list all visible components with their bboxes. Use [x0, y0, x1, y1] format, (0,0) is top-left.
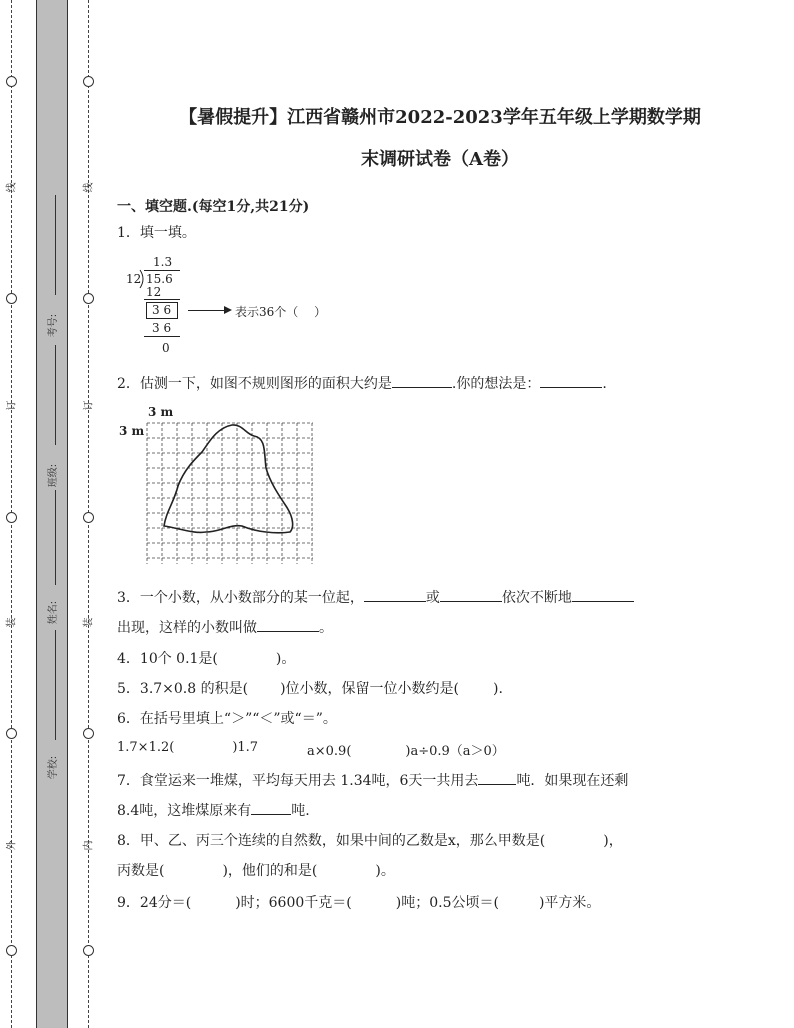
q9-text-b: )时；6600千克＝(	[235, 895, 352, 911]
binding-hole	[83, 512, 94, 523]
step-line	[144, 299, 180, 300]
school-field[interactable]	[55, 630, 56, 740]
outer-label-ding: 订	[6, 400, 18, 411]
q9-text-a: 9．24分＝(	[117, 895, 192, 911]
question-6-left	[117, 740, 258, 755]
binding-strip	[36, 0, 68, 1028]
grid-label-left: 3 m	[119, 424, 145, 438]
inner-label-xian: 线	[83, 182, 95, 193]
subtract-step2: 3 6	[152, 321, 172, 335]
grid-label-top: 3 m	[148, 405, 174, 419]
q7-text-a: 7．食堂运来一堆煤，平均每天用去 1.34吨，6天一共用去	[117, 773, 479, 789]
question-3-line2	[117, 617, 333, 637]
q3-text-b: 或	[425, 590, 440, 606]
paper-title-line2: 末调研试卷（A卷）	[361, 149, 519, 170]
q3-blank-1[interactable]	[364, 587, 426, 602]
question-7-line2	[117, 800, 310, 820]
arrow-shaft	[188, 310, 224, 311]
section-heading: 一、填空题.(每空1分,共21分)	[117, 199, 310, 215]
question-6-right	[307, 740, 505, 759]
question-8-line1	[117, 830, 623, 850]
q6-left-b: )1.7	[232, 740, 259, 755]
q3-text-d: 出现，这样的小数叫做	[117, 620, 257, 636]
inner-label-ding: 订	[83, 400, 95, 411]
arrow-icon	[224, 306, 232, 314]
q8-text-d: )，他们的和是(	[222, 863, 318, 879]
q2-area-blank[interactable]	[392, 373, 452, 388]
name-field[interactable]	[55, 490, 56, 585]
binding-hole	[6, 945, 17, 956]
binding-hole	[6, 512, 17, 523]
q3-blank-2[interactable]	[440, 587, 502, 602]
binding-hole	[83, 293, 94, 304]
q2-method-blank[interactable]	[540, 373, 602, 388]
q7-text-b: 吨．如果现在还剩	[516, 773, 629, 789]
divisor: 12	[126, 272, 142, 286]
question-3-line1	[117, 587, 634, 607]
q8-text-e: )。	[375, 863, 395, 879]
q6-right-b: )a÷0.9（a＞0）	[405, 744, 505, 759]
remainder: 0	[162, 341, 170, 355]
q5-text-a: 5．3.7×0.8 的积是(	[117, 681, 249, 697]
quotient: 1.3	[153, 255, 173, 269]
q8-text-a: 8．甲、乙、丙三个连续的自然数，如果中间的乙数是x，那么甲数是(	[117, 833, 546, 849]
division-bar	[144, 270, 180, 271]
q5-text-b: )位小数，保留一位小数约是(	[280, 681, 460, 697]
binding-hole	[83, 728, 94, 739]
irregular-shape	[164, 425, 293, 533]
q3-text-e: 。	[319, 620, 333, 636]
question-9	[117, 892, 600, 912]
step-line	[144, 336, 180, 337]
q7-blank-2[interactable]	[251, 800, 291, 815]
inner-label-nei: 内	[83, 840, 95, 851]
outer-label-zhuang: 装	[6, 617, 18, 628]
binding-hole	[6, 293, 17, 304]
school-label: 学校:	[48, 755, 60, 780]
q3-blank-3[interactable]	[572, 587, 634, 602]
q9-text-d: )平方米。	[538, 895, 601, 911]
class-label: 班级:	[48, 463, 60, 488]
long-division	[126, 255, 366, 365]
q3-text-c: 依次不断地	[501, 590, 572, 606]
exam-number-field[interactable]	[55, 195, 56, 295]
question-7-line1	[117, 770, 628, 790]
q7-text-d: 吨.	[291, 803, 310, 819]
exam-number-label: 考号:	[48, 313, 60, 338]
q2-suffix: .	[602, 376, 607, 392]
question-6: 6．在括号里填上“＞”“＜”或“＝”。	[117, 711, 337, 727]
question-4	[117, 648, 295, 668]
q3-text-a: 3．一个小数，从小数部分的某一位起，	[117, 590, 364, 606]
q6-left-a: 1.7×1.2(	[117, 740, 175, 755]
q2-middle: .你的想法是：	[451, 376, 541, 392]
outer-label-wai: 外	[6, 840, 18, 851]
question-1: 1．填一填。	[117, 225, 196, 241]
question-2	[117, 373, 607, 393]
inner-label-zhuang: 装	[83, 617, 95, 628]
q7-text-c: 8.4吨，这堆煤原来有	[117, 803, 252, 819]
name-label: 姓名:	[48, 600, 60, 625]
q8-text-b: )，	[603, 833, 623, 849]
q9-text-c: )吨；0.5公顷＝(	[395, 895, 499, 911]
q8-text-c: 丙数是(	[117, 863, 165, 879]
question-5	[117, 678, 503, 698]
boxed-value: 3 6	[152, 303, 172, 317]
question-8-line2	[117, 860, 395, 880]
binding-hole	[6, 728, 17, 739]
subtract-step1: 12	[146, 285, 162, 299]
class-field[interactable]	[55, 345, 56, 445]
q6-right-a: a×0.9(	[307, 744, 352, 759]
q5-text-c: ).	[493, 681, 503, 697]
q3-blank-4[interactable]	[257, 617, 319, 632]
irregular-shape-grid	[146, 422, 316, 567]
binding-hole	[83, 76, 94, 87]
q7-blank-1[interactable]	[478, 770, 516, 785]
q4-text-b: )。	[275, 651, 296, 667]
arrow-note: 表示36个（ ）	[235, 305, 327, 319]
dividend: 15.6	[146, 272, 173, 286]
binding-hole	[83, 945, 94, 956]
binding-hole	[6, 76, 17, 87]
q4-text-a: 4．10个 0.1是(	[117, 651, 218, 667]
outer-label-xian: 线	[6, 182, 18, 193]
paper-title-line1: 【暑假提升】江西省赣州市2022-2023学年五年级上学期数学期	[179, 107, 701, 128]
q2-prefix: 2．估测一下，如图不规则图形的面积大约是	[117, 376, 392, 392]
